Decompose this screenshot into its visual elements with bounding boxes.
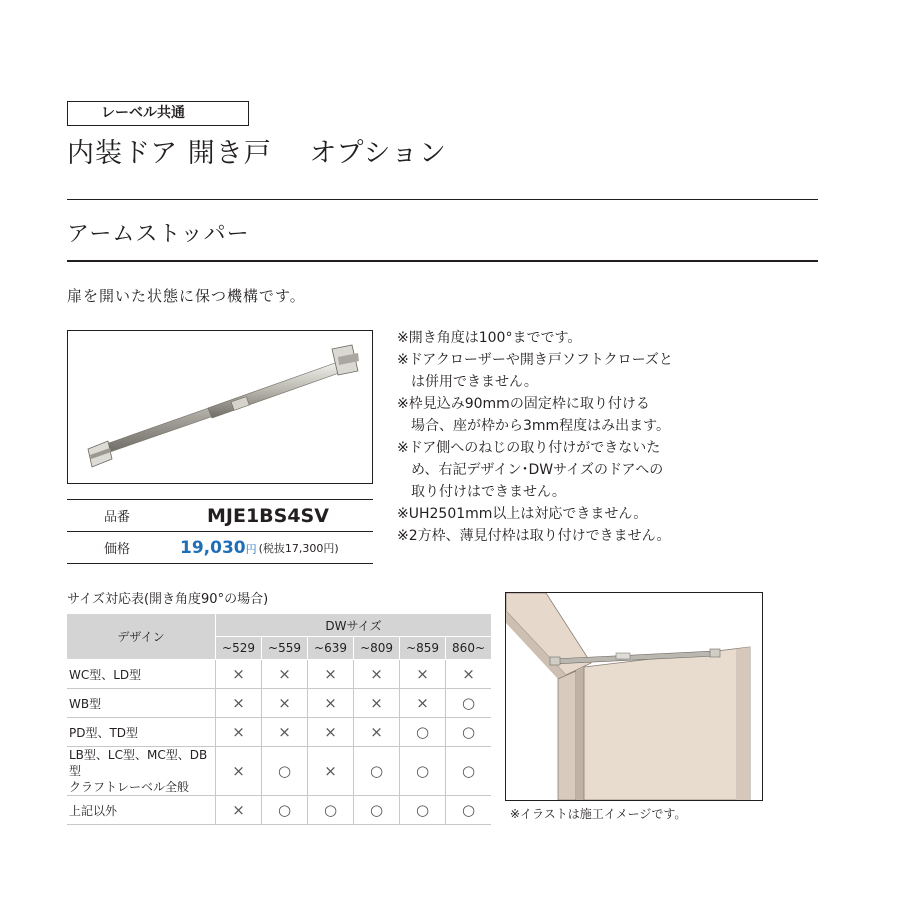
spec-table xyxy=(67,499,373,564)
product-description: 扉を開いた状態に保つ機構です。 xyxy=(67,287,306,305)
compat-mark: × xyxy=(446,660,491,689)
arm-stopper-product-photo-icon xyxy=(68,331,372,483)
compat-mark: × xyxy=(216,660,262,689)
dw-column-header: 860~ xyxy=(446,637,491,660)
compat-mark: × xyxy=(400,660,446,689)
note-line: ※UH2501mm以上は対応できません。 xyxy=(397,506,648,522)
compat-mark: × xyxy=(354,718,400,747)
compat-mark: ○ xyxy=(400,796,446,825)
compat-mark: × xyxy=(262,718,308,747)
compat-mark: ○ xyxy=(446,747,491,796)
note-line: は併用できません。 xyxy=(397,374,538,390)
compat-mark: ○ xyxy=(400,747,446,796)
compat-mark: ○ xyxy=(354,796,400,825)
compat-mark: × xyxy=(400,689,446,718)
compat-mark: × xyxy=(308,718,354,747)
note-line: 取り付けはできません。 xyxy=(397,484,566,500)
table-row xyxy=(67,689,491,718)
table-row xyxy=(67,747,491,796)
section-divider xyxy=(67,260,818,262)
compat-mark: × xyxy=(216,796,262,825)
compat-mark: × xyxy=(354,660,400,689)
price-label: 価格 xyxy=(103,542,130,557)
design-name-line1: LB型、LC型、MC型、DB型 xyxy=(69,748,208,778)
illustration-caption: ※イラストは施工イメージです。 xyxy=(510,807,687,821)
compat-mark: ○ xyxy=(446,718,491,747)
note-line: ※開き角度は100°までです。 xyxy=(397,330,582,346)
dw-column-header: ~559 xyxy=(262,637,308,660)
installation-illustration-icon xyxy=(506,593,762,800)
dw-size-header: DWサイズ xyxy=(216,614,492,637)
table-row xyxy=(67,718,491,747)
design-name: WB型 xyxy=(67,689,216,718)
price-tax-excluded: (税抜17,300円) xyxy=(258,541,339,555)
compat-mark: × xyxy=(354,689,400,718)
compat-mark: ○ xyxy=(308,796,354,825)
part-number-label: 品番 xyxy=(103,510,130,525)
note-line: 場合、座が枠から3mm程度はみ出ます。 xyxy=(397,418,671,434)
compat-mark: ○ xyxy=(446,689,491,718)
price-unit: 円 xyxy=(245,542,257,556)
compat-mark: ○ xyxy=(446,796,491,825)
compat-mark: ○ xyxy=(354,747,400,796)
design-name: WC型、LD型 xyxy=(67,660,216,689)
installation-illustration-frame xyxy=(505,592,763,801)
table-row xyxy=(67,796,491,825)
section-title: アームストッパー xyxy=(67,222,250,247)
notes-list xyxy=(397,327,709,547)
design-name: 上記以外 xyxy=(67,796,216,825)
design-name: PD型、TD型 xyxy=(67,718,216,747)
spec-row-part-number xyxy=(67,499,373,532)
note-line: ※枠見込み90mmの固定枠に取り付ける xyxy=(397,396,650,412)
size-table-caption: サイズ対応表(開き角度90°の場合) xyxy=(67,592,269,607)
design-name-line2: クラフトレーベル全般 xyxy=(69,780,190,794)
compat-mark: × xyxy=(308,689,354,718)
compat-mark: × xyxy=(216,689,262,718)
divider xyxy=(67,199,818,200)
note-line: め、右記デザイン･DWサイズのドアへの xyxy=(397,462,664,478)
compat-mark: × xyxy=(262,660,308,689)
design-name xyxy=(67,747,216,796)
compat-mark: ○ xyxy=(400,718,446,747)
note-line: ※2方枠、薄見付枠は取り付けできません。 xyxy=(397,528,671,544)
dw-column-header: ~859 xyxy=(400,637,446,660)
spec-row-price xyxy=(67,532,373,564)
note-line: ※ドア側へのねじの取り付けができないた xyxy=(397,440,661,456)
size-table xyxy=(67,614,491,825)
dw-column-header: ~809 xyxy=(354,637,400,660)
compat-mark: × xyxy=(216,747,262,796)
note-line: ※ドアクローザーや開き戸ソフトクローズと xyxy=(397,352,673,368)
compat-mark: ○ xyxy=(262,747,308,796)
series-tag: レーベル共通 xyxy=(67,101,249,126)
table-row xyxy=(67,660,491,689)
page-title: 内装ドア 開き戸 オプション xyxy=(67,138,447,169)
design-header: デザイン xyxy=(67,614,216,660)
price-value xyxy=(180,538,257,558)
dw-column-header: ~639 xyxy=(308,637,354,660)
dw-column-header: ~529 xyxy=(216,637,262,660)
compat-mark: × xyxy=(216,718,262,747)
price-number: 19,030 xyxy=(180,537,246,558)
compat-mark: × xyxy=(262,689,308,718)
compat-mark: ○ xyxy=(262,796,308,825)
compat-mark: × xyxy=(308,660,354,689)
product-image-frame xyxy=(67,330,373,484)
compat-mark: × xyxy=(308,747,354,796)
part-number-value: MJE1BS4SV xyxy=(207,504,329,527)
